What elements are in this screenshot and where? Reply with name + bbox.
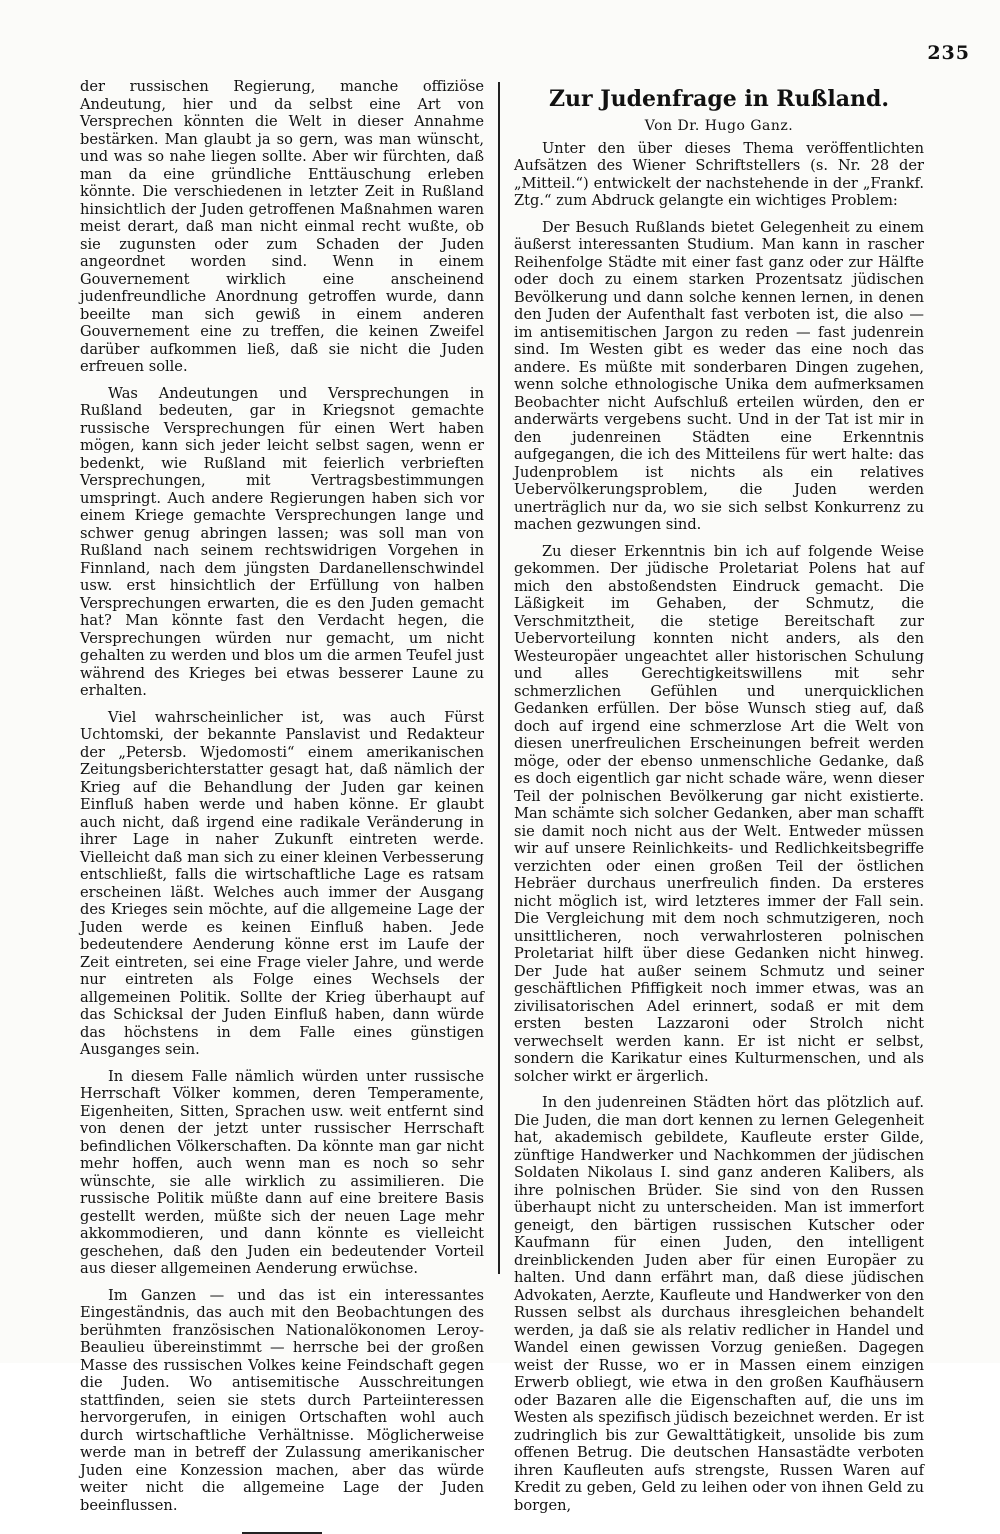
article-intro: Unter den über dieses Thema veröffentlichten Aufsätzen des Wiener Schriftstellers (s. Nr. 28 der „Mitteil.“) entwickelt der nachstehende in der „Frankf. Ztg.“ zum Abdruck gelangte ein wichtiges Problem: [514, 139, 924, 209]
left-paragraph-2: Was Andeutungen und Versprechungen in Rußland bedeuten, gar in Kriegsnot gemachte russische Versprechungen für einen Wert haben mögen, kann sich jeder leicht selbst sagen, wenn er bedenkt, wie Rußland mit feierlich verbrieften Versprechungen, mit Vertragsbestimmungen umspringt. Auch andere Regierungen haben sich vor einem Kriege gemachte Versprechungen lange und schwer genug abringen lassen; was soll man von Rußland nach seinem rechtswidrigen Vorgehen in Finnland, nach dem jüngsten Dardanellenschwindel usw. erst hinsichtlich der Erfüllung von halben Versprechungen erwarten, die es den Juden gemacht hat? Man könnte fast den Verdacht hegen, die Versprechungen würden nur gemacht, um nicht gehalten zu werden und blos um die armen Teufel just während des Krieges bei etwas besserer Laune zu erhalten. [80, 384, 484, 699]
left-paragraph-3: Viel wahrscheinlicher ist, was auch Fürst Uchtomski, der bekannte Panslavist und Redakteur der „Petersb. Wjedomosti“ einem amerikanischen Zeitungsberichterstatter gesagt hat, daß nämlich der Krieg auf die Behandlung der Juden gar keinen Einfluß haben werde und haben könne. Er glaubt auch nicht, daß irgend eine radikale Veränderung in ihrer Lage in naher Zukunft eintreten werde. Vielleicht daß man sich zu einer kleinen Verbesserung entschließt, falls die wirtschaftliche Lage es ratsam erscheinen läßt. Welches auch immer der Ausgang des Krieges sein möchte, auf die allgemeine Lage der Juden werde es keinen Einfluß haben. Jede bedeutendere Aenderung könne erst im Laufe der Zeit eintreten, sei eine Frage vieler Jahre, und werde nur eintreten als Folge eines Wechsels der allgemeinen Politik. Sollte der Krieg überhaupt auf das Schicksal der Juden Einfluß haben, dann würde das höchstens in dem Falle eines günstigen Ausganges sein. [80, 708, 484, 1058]
left-paragraph-5: Im Ganzen — und das ist ein interessantes Eingeständnis, das auch mit den Beobachtungen des berühmten französischen Nationalökonomen Leroy-Beaulieu übereinstimmt — herrsche bei der großen Masse des russischen Volkes keine Feindschaft gegen die Juden. Wo antisemitische Ausschreitungen stattfinden, seien sie stets durch Parteiinteressen hervorgerufen, in einigen Ortschaften wohl auch durch wirtschaftliche Verhältnisse. Möglicherweise werde man in betreff der Zulassung amerikanischer Juden eine Konzession machen, aber das würde weiter nicht die allgemeine Lage der Juden beeinflussen. [80, 1286, 484, 1514]
article-title: Zur Judenfrage in Rußland. [548, 86, 890, 112]
left-paragraph-4: In diesem Falle nämlich würden unter russische Herrschaft Völker kommen, deren Temperamente, Eigenheiten, Sitten, Sprachen usw. weit entfernt sind von denen der jetzt unter russischer Herrschaft befindlichen Völkerschaften. Da könnte man gar nicht mehr hoffen, auch wenn man es noch so sehr wünschte, sie alle wirklich zu assimilieren. Die russische Politik müßte dann auf eine breitere Basis gestellt werden, müßte sich der neuen Lage mehr akkommodieren, und dann könnte es vielleicht geschehen, daß den Juden ein bedeutender Vorteil aus dieser allgemeinen Aenderung erwüchse. [80, 1067, 484, 1277]
left-column [80, 78, 484, 1534]
right-column [514, 78, 924, 1514]
right-paragraph-2: Zu dieser Erkenntnis bin ich auf folgende Weise gekommen. Der jüdische Proletariat Polens hat auf mich den abstoßendsten Eindruck gemacht. Die Läßigkeit im Gehaben, der Schmutz, die Verschmitztheit, die stetige Bereitschaft zur Uebervorteilung konnten nicht anders, als den Westeuropäer ungeachtet aller historischen Schulung und alles Gerechtigkeitswillens mit sehr schmerzlichen Gefühlen und unerquicklichen Gedanken erfüllen. Der böse Wunsch stieg auf, daß doch auf irgend eine schmerzlose Art die Welt von diesen unerfreulichen Erscheinungen befreit werden möge, oder der ebenso unmenschliche Gedanke, daß es doch eigentlich gar nicht schade wäre, wenn dieser Teil der polnischen Bevölkerung gar nicht existierte. Man schämte sich solcher Gedanken, aber man schafft sie damit noch nicht aus der Welt. Entweder müssen wir auf unsere Reinlichkeits- und Redlichkeitsbegriffe verzichten oder einen großen Teil der östlichen Hebräer durchaus unerfreulich finden. Da ersteres nicht möglich ist, wird letzteres immer der Fall sein. Die Vergleichung mit dem noch schmutzigeren, noch unsittlicheren, noch verwahrlosteren polnischen Proletariat hilft über diese Gedanken nicht hinweg. Der Jude hat außer seinem Schmutz und seiner geschäftlichen Pfiffigkeit noch immer etwas, was an zivilisatorischen Adel erinnert, sodaß er mit dem ersten besten Lazzaroni oder Strolch nicht verwechselt werden kann. Er ist nicht er selbst, sondern die Karikatur eines Kulturmenschen, und als solcher wirkt er ärgerlich. [514, 542, 924, 1085]
right-paragraph-3: In den judenreinen Städten hört das plötzlich auf. Die Juden, die man dort kennen zu lernen Gelegenheit hat, akademisch gebildete, Kaufleute erster Gilde, zünftige Handwerker und Nachkommen der jüdischen Soldaten Nikolaus I. sind ganz anderen Kalibers, als ihre polnischen Brüder. Sie sind von den Russen überhaupt nicht zu unterscheiden. Man ist immerfort geneigt, den bärtigen russischen Kutscher oder Kaufmann für einen Juden, den intelligent dreinblickenden Juden aber für einen Europäer zu halten. Und dann erfährt man, daß diese jüdischen Advokaten, Aerzte, Kaufleute und Handwerker von den Russen selbst als durchaus ihresgleichen behandelt werden, ja daß sie als relativ redlicher in Handel und Wandel einen gewissen Vorzug genießen. Dagegen weist der Russe, wo er in Massen einem einzigen Erwerb obliegt, wie etwa in den großen Kaufhäusern oder Bazaren alle die Eigenschaften auf, die uns im Westen als spezifisch jüdisch bezeichnet werden. Er ist zudringlich bis zur Gewalttätigkeit, unsolide bis zum offenen Betrug. Die deutschen Hansastädte verboten ihren Kaufleuten aufs strengste, Russen Waren auf Kredit zu geben, Geld zu leihen oder von ihnen Geld zu borgen, [514, 1094, 924, 1514]
right-paragraph-1: Der Besuch Rußlands bietet Gelegenheit zu einem äußerst interessanten Studium. Man kann in rascher Reihenfolge Städte mit einer fast ganz oder zur Hälfte oder doch zu einem starken Prozentsatz jüdischen Bevölkerung und dann solche kennen lernen, in denen den Juden der Aufenthalt fast verboten ist, die also — im antisemitischen Jargon zu reden — fast judenrein sind. Im Westen gibt es weder das eine noch das andere. Es müßte mit sonderbaren Dingen zugehen, wenn solche ethnologische Unika dem aufmerksamen Beobachter nicht Aufschluß erteilen würden, den er anderwärts vergebens sucht. Und in der Tat ist mir in den judenreinen Städten eine Erkenntnis aufgegangen, die ich des Mitteilens für wert halte: das Judenproblem ist nichts als ein relatives Uebervölkerungsproblem, die Juden werden unerträglich nur da, wo sie sich selbst Konkurrenz zu machen gezwungen sind. [514, 218, 924, 533]
column-divider [498, 82, 500, 1274]
article-byline: Von Dr. Hugo Ganz. [644, 118, 794, 134]
left-paragraph-1: der russischen Regierung, manche offiziöse Andeutung, hier und da selbst eine Art von Versprechen könnten die Welt in dieser Annahme bestärken. Man glaubt ja so gern, was man wünscht, und was so nahe liegen sollte. Aber wir fürchten, daß man da eine gründliche Enttäuschung erleben könnte. Die verschiedenen in letzter Zeit in Rußland hinsichtlich der Juden getroffenen Maßnahmen waren meist derart, daß man nicht einmal recht wußte, ob sie zugunsten oder zum Schaden der Juden angeordnet worden sind. Wenn in einem Gouvernement wirklich eine anscheinend judenfreundliche Anordnung getroffen wurde, dann beeilte man sich gewiß in einem anderen Gouvernement eine zu treffen, die keinen Zweifel darüber aufkommen ließ, daß sie nicht die Juden erfreuen solle. [80, 78, 484, 375]
page-number: 235 [927, 42, 970, 64]
